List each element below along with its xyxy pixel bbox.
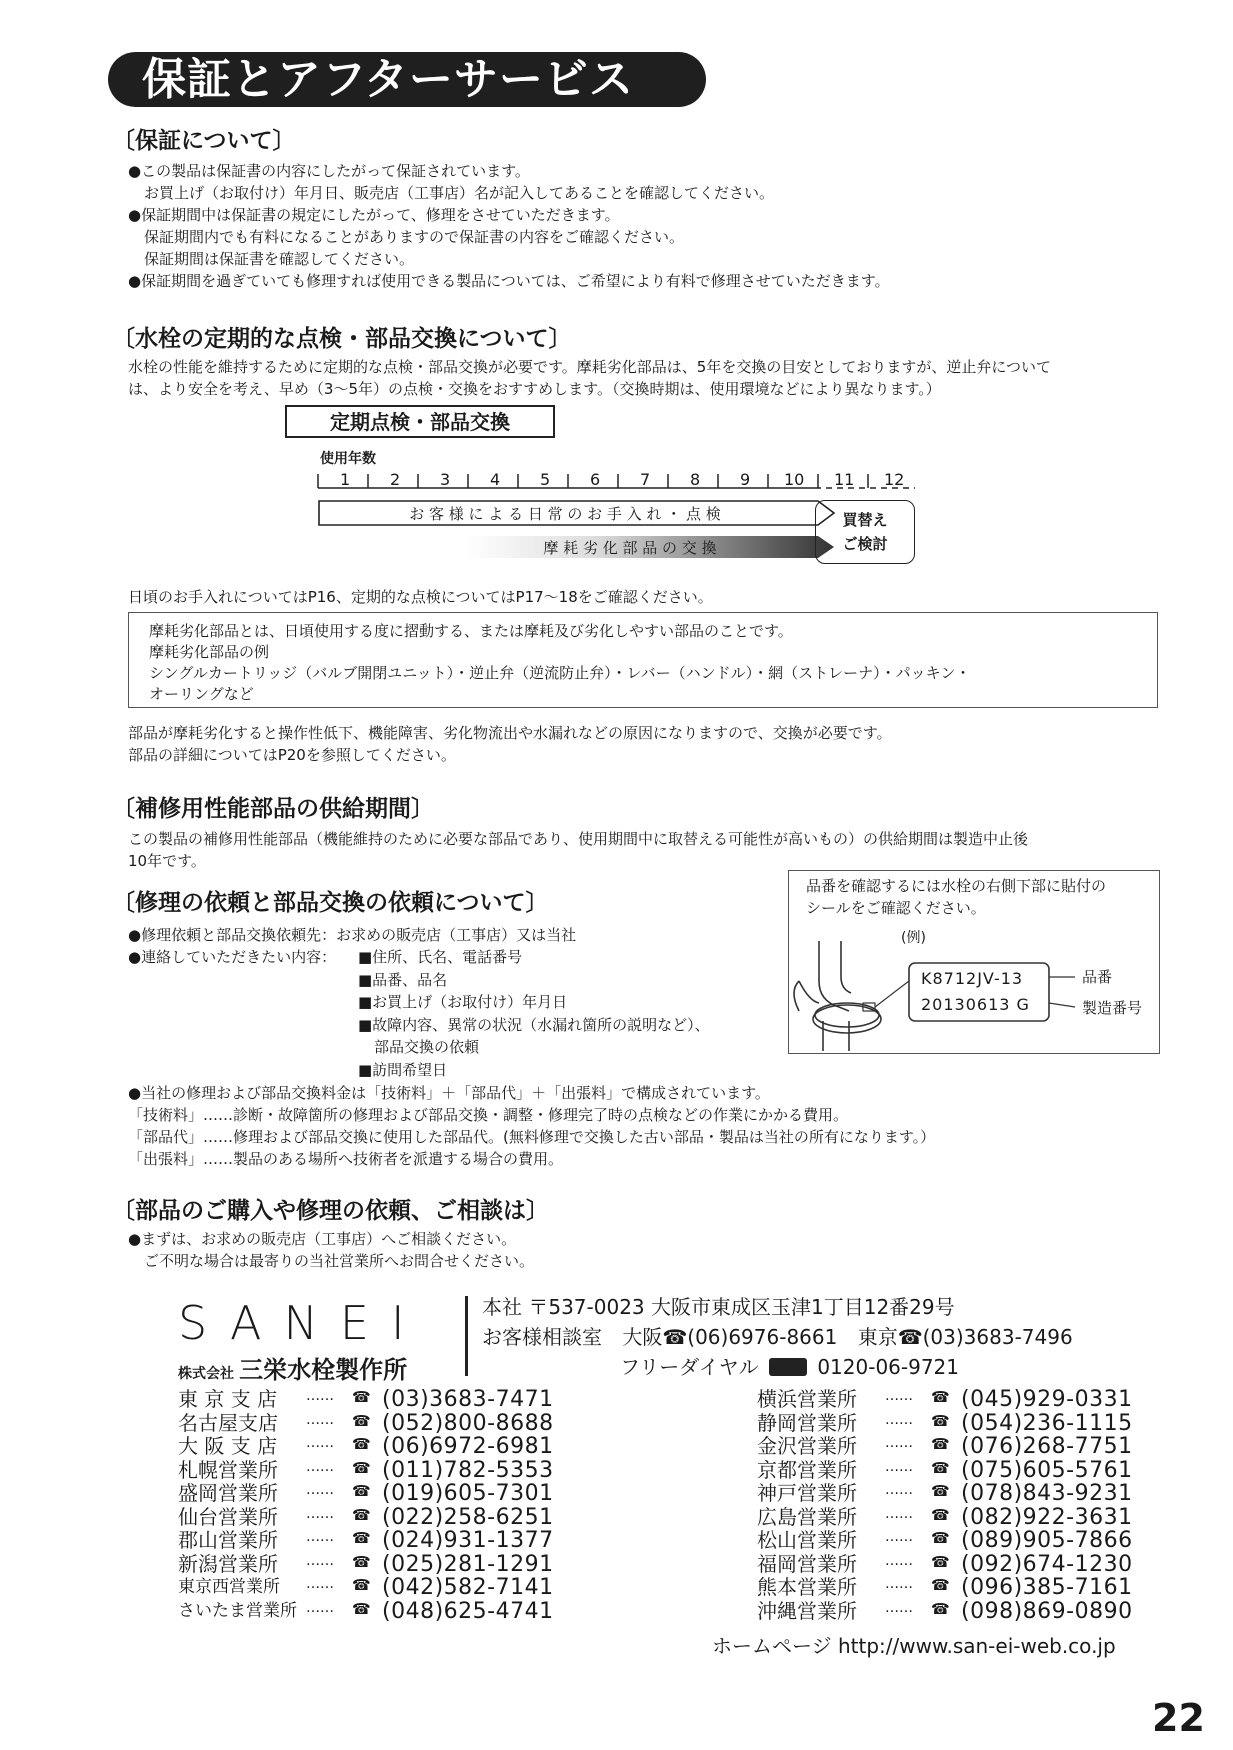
fee-line: 「技術料」……診断・故障箇所の修理および部品交換・調整・修理完了時の点検などの作業にかかる費用。 bbox=[128, 1106, 849, 1124]
phone-icon: ☎ bbox=[352, 1599, 371, 1618]
dots: …… bbox=[885, 1552, 913, 1569]
section-heading-supply: 〔補修用性能部品の供給期間〕 bbox=[112, 796, 434, 822]
office-name: 名古屋支店 bbox=[178, 1410, 278, 1435]
year-number: 4 bbox=[490, 470, 501, 489]
warranty-line: 保証期間は保証書を確認してください。 bbox=[144, 250, 415, 268]
dots: …… bbox=[306, 1411, 334, 1428]
repair-info-label: ●連絡していただきたい内容： bbox=[128, 948, 337, 966]
office-phone: (089)905-7866 bbox=[961, 1528, 1133, 1553]
after-line: 部品の詳細についてはP20を参照してください。 bbox=[128, 746, 456, 764]
warranty-text bbox=[128, 160, 890, 292]
box-line: オーリングなど bbox=[149, 685, 254, 703]
freedial-icon bbox=[769, 1358, 807, 1376]
phone-icon: ☎ bbox=[352, 1482, 371, 1500]
phone-icon: ☎ bbox=[352, 1388, 371, 1406]
dots: …… bbox=[885, 1458, 913, 1475]
office-phone: (019)605-7301 bbox=[382, 1481, 554, 1506]
office-name: 東京西営業所 bbox=[178, 1577, 280, 1597]
office-row bbox=[757, 1576, 1177, 1600]
dots: …… bbox=[306, 1529, 334, 1545]
office-row bbox=[178, 1435, 598, 1459]
office-name: 熊本営業所 bbox=[757, 1575, 857, 1599]
label-codes bbox=[921, 966, 1030, 1018]
info-item: ■訪問希望日 bbox=[358, 1060, 448, 1079]
year-number: 11 bbox=[834, 470, 855, 489]
page-number: 22 bbox=[1152, 1696, 1205, 1740]
product-code-label: 品番 bbox=[1082, 968, 1113, 986]
dots: …… bbox=[306, 1435, 334, 1451]
homepage-link[interactable]: ホームページ http://www.san-ei-web.co.jp bbox=[712, 1634, 1116, 1658]
inspection-intro bbox=[128, 356, 1168, 400]
phone-icon: ☎ bbox=[931, 1599, 950, 1618]
year-number: 3 bbox=[440, 470, 451, 489]
year-number: 9 bbox=[740, 470, 751, 489]
office-row bbox=[757, 1459, 1177, 1483]
office-phone: (024)931-1377 bbox=[382, 1528, 554, 1553]
year-number: 6 bbox=[590, 470, 601, 489]
office-name: 松山営業所 bbox=[757, 1528, 857, 1552]
office-name: 横浜営業所 bbox=[757, 1387, 857, 1411]
office-name: 仙台営業所 bbox=[178, 1504, 278, 1529]
office-name: 福岡営業所 bbox=[757, 1551, 857, 1576]
office-row bbox=[757, 1482, 1177, 1506]
office-phone: (092)674-1230 bbox=[961, 1551, 1133, 1577]
label-example: (例) bbox=[901, 930, 926, 946]
dots: …… bbox=[885, 1411, 913, 1428]
office-row bbox=[178, 1506, 598, 1530]
phone-icon: ☎ bbox=[931, 1388, 950, 1406]
phone-icon: ☎ bbox=[352, 1435, 371, 1453]
office-phone: (076)268-7751 bbox=[961, 1434, 1133, 1459]
office-name: 大 阪 支 店 bbox=[178, 1434, 278, 1458]
office-name: 新潟営業所 bbox=[178, 1551, 278, 1576]
office-name: さいたま営業所 bbox=[178, 1600, 297, 1621]
label-box-line: 品番を確認するには水栓の右側下部に貼付の bbox=[806, 877, 1107, 895]
dots: …… bbox=[885, 1388, 913, 1404]
years-numbers bbox=[318, 470, 918, 490]
box-line: シングルカートリッジ（バルブ開閉ユニット）・逆止弁（逆流防止弁）・レバー（ハンドル）・網（ストレーナ）・パッキン・ bbox=[149, 664, 971, 682]
office-name: 沖縄営業所 bbox=[757, 1598, 857, 1623]
serial-code: 20130613 G bbox=[921, 995, 1030, 1014]
label-location-box bbox=[788, 870, 1160, 1054]
year-number: 1 bbox=[340, 470, 351, 489]
office-row bbox=[178, 1459, 598, 1483]
office-row bbox=[178, 1482, 598, 1506]
box-line: 摩耗劣化部品の例 bbox=[149, 643, 270, 661]
dots: …… bbox=[306, 1505, 334, 1522]
section-heading-purchase: 〔部品のご購入や修理の依頼、ご相談は〕 bbox=[112, 1198, 549, 1224]
worn-parts-box bbox=[128, 612, 1158, 708]
year-number: 5 bbox=[540, 470, 551, 489]
dots: …… bbox=[885, 1529, 913, 1545]
label-box-line: シールをご確認ください。 bbox=[806, 899, 986, 917]
dots: …… bbox=[885, 1505, 913, 1522]
care-note: 日頃のお手入れについてはP16、定期的な点検についてはP17〜18をご確認ください。 bbox=[128, 588, 713, 606]
product-code: K8712JV-13 bbox=[921, 969, 1024, 988]
dots: …… bbox=[885, 1576, 913, 1592]
label-box-text bbox=[806, 875, 1106, 919]
company-name-prefix: 株式会社 bbox=[178, 1366, 234, 1382]
support-line bbox=[482, 1322, 1073, 1352]
office-phone: (082)922-3631 bbox=[961, 1504, 1133, 1530]
office-phone: (052)800-8688 bbox=[382, 1410, 554, 1436]
diagram-title: 定期点検・部品交換 bbox=[285, 405, 555, 438]
worn-parts-after bbox=[128, 722, 892, 766]
office-phone: (054)236-1115 bbox=[961, 1410, 1133, 1436]
office-row bbox=[757, 1388, 1177, 1412]
bar-customer-label: お 客 様 に よ る 日 常 の お 手 入 れ ・ 点 検 bbox=[409, 505, 721, 523]
purchase-line: ●まずは、お求めの販売店（工事店）へご相談ください。 bbox=[128, 1230, 517, 1248]
phone-icon: ☎ bbox=[352, 1505, 371, 1524]
office-phone: (022)258-6251 bbox=[382, 1504, 554, 1530]
office-phone: (011)782-5353 bbox=[382, 1457, 554, 1483]
purchase-text bbox=[128, 1228, 534, 1272]
supply-line: 10年です。 bbox=[128, 852, 206, 870]
supply-text bbox=[128, 828, 1028, 872]
page-title: 保証とアフターサービス bbox=[108, 52, 706, 107]
company-name bbox=[178, 1350, 407, 1385]
serial-code-label: 製造番号 bbox=[1082, 999, 1143, 1017]
dots: …… bbox=[885, 1482, 913, 1498]
fee-line: 「部品代」……修理および部品交換に使用した部品代。(無料修理で交換した古い部品・製品は当社の所有になります。） bbox=[128, 1128, 936, 1146]
year-number: 8 bbox=[690, 470, 701, 489]
years-label: 使用年数 bbox=[320, 451, 376, 467]
office-phone: (048)625-4741 bbox=[382, 1598, 554, 1624]
box-line: 摩耗劣化部品とは、日頃使用する度に摺動する、または摩耗及び劣化しやすい部品のことです。 bbox=[149, 622, 793, 640]
bar-parts-label: 摩 耗 劣 化 部 品 の 交 換 bbox=[543, 539, 717, 557]
office-name: 盛岡営業所 bbox=[178, 1481, 278, 1505]
office-name: 広島営業所 bbox=[757, 1504, 857, 1529]
warranty-line: お買上げ（お取付け）年月日、販売店（工事店）名が記入してあることを確認してください。 bbox=[144, 184, 775, 202]
office-row bbox=[757, 1600, 1177, 1624]
office-row bbox=[178, 1600, 598, 1624]
office-phone: (045)929-0331 bbox=[961, 1387, 1133, 1412]
divider bbox=[465, 1296, 468, 1376]
phone-icon: ☎ bbox=[931, 1435, 950, 1453]
dots: …… bbox=[306, 1482, 334, 1498]
office-name: 京都営業所 bbox=[757, 1457, 857, 1482]
phone-icon: ☎ bbox=[352, 1529, 371, 1547]
office-row bbox=[178, 1388, 598, 1412]
dots: …… bbox=[306, 1599, 334, 1616]
office-row bbox=[757, 1506, 1177, 1530]
year-number: 10 bbox=[784, 470, 805, 489]
phone-icon: ☎ bbox=[931, 1552, 950, 1571]
year-number: 2 bbox=[390, 470, 401, 489]
tokyo-phone: 東京☎(03)3683-7496 bbox=[857, 1325, 1073, 1349]
osaka-phone: 大阪☎(06)6976-8661 bbox=[622, 1325, 838, 1349]
warranty-line: ●保証期間を過ぎていても修理すれば使用できる製品については、ご希望により有料で修理させていただきます。 bbox=[128, 272, 890, 290]
company-contacts bbox=[482, 1292, 1073, 1382]
purchase-line: ご不明な場合は最寄りの当社営業所へお問合せください。 bbox=[144, 1252, 535, 1270]
office-phone: (025)281-1291 bbox=[382, 1551, 554, 1577]
dots: …… bbox=[306, 1388, 334, 1404]
warranty-line: ●この製品は保証書の内容にしたがって保証されています。 bbox=[128, 162, 530, 180]
phone-icon: ☎ bbox=[352, 1411, 371, 1430]
freedial-number: 0120-06-9721 bbox=[817, 1355, 960, 1379]
phone-icon: ☎ bbox=[931, 1505, 950, 1524]
dots: …… bbox=[306, 1576, 334, 1592]
office-phone: (098)869-0890 bbox=[961, 1598, 1133, 1624]
office-name: 金沢営業所 bbox=[757, 1434, 857, 1458]
section-heading-warranty: 〔保証について〕 bbox=[112, 128, 296, 154]
supply-line: この製品の補修用性能部品（機能維持のために必要な部品であり、使用期間中に取替える可能性が高いもの）の供給期間は製造中止後 bbox=[128, 830, 1029, 848]
office-list-right bbox=[757, 1388, 1177, 1623]
fee-line: ●当社の修理および部品交換料金は「技術料」＋「部品代」＋「出張料」で構成されています。 bbox=[128, 1084, 770, 1102]
freedial-line bbox=[482, 1352, 1073, 1382]
office-row bbox=[757, 1435, 1177, 1459]
phone-icon: ☎ bbox=[352, 1458, 371, 1477]
office-row bbox=[757, 1412, 1177, 1436]
warranty-line: ●保証期間中は保証書の規定にしたがって、修理をさせていただきます。 bbox=[128, 206, 620, 224]
repair-contact: ●修理依頼と部品交換依頼先：お求めの販売店（工事店）又は当社 bbox=[128, 926, 577, 944]
phone-icon: ☎ bbox=[352, 1552, 371, 1571]
dots: …… bbox=[885, 1599, 913, 1616]
after-line: 部品が摩耗劣化すると操作性低下、機能障害、劣化物流出や水漏れなどの原因になりますので、交換が必要です。 bbox=[128, 724, 892, 742]
office-phone: (042)582-7141 bbox=[382, 1575, 554, 1600]
info-item: 部品交換の依頼 bbox=[374, 1038, 480, 1056]
intro-line: は、より安全を考え、早め（3〜5年）の点検・交換をおすすめします。（交換時期は、使用環境などにより異なります。） bbox=[128, 380, 941, 398]
office-row bbox=[757, 1553, 1177, 1577]
replace-label: ご検討 bbox=[842, 535, 888, 553]
office-phone: (096)385-7161 bbox=[961, 1575, 1133, 1600]
office-row bbox=[178, 1576, 598, 1600]
company-name-main: 三栄水栓製作所 bbox=[239, 1356, 408, 1384]
repair-fees bbox=[128, 1082, 935, 1170]
office-list-left bbox=[178, 1388, 598, 1623]
section-heading-repair: 〔修理の依頼と部品交換の依頼について〕 bbox=[112, 890, 549, 916]
office-row bbox=[757, 1529, 1177, 1553]
replace-label: 買替え bbox=[842, 511, 888, 529]
hq-address: 本社 〒537-0023 大阪市東成区玉津1丁目12番29号 bbox=[482, 1295, 955, 1319]
dots: …… bbox=[306, 1552, 334, 1569]
repair-info-list bbox=[358, 946, 710, 1081]
info-item: ■品番、品名 bbox=[358, 970, 448, 989]
year-number: 12 bbox=[884, 470, 905, 489]
office-row bbox=[178, 1529, 598, 1553]
office-name: 郡山営業所 bbox=[178, 1528, 278, 1552]
phone-icon: ☎ bbox=[931, 1458, 950, 1477]
info-item: ■住所、氏名、電話番号 bbox=[358, 948, 523, 966]
replace-consider-box bbox=[815, 500, 915, 564]
office-phone: (075)605-5761 bbox=[961, 1457, 1133, 1483]
office-name: 東 京 支 店 bbox=[178, 1387, 278, 1411]
office-name: 静岡営業所 bbox=[757, 1410, 857, 1435]
office-row bbox=[178, 1412, 598, 1436]
intro-line: 水栓の性能を維持するために定期的な点検・部品交換が必要です。摩耗劣化部品は、5年を交換の目安としておりますが、逆止弁について bbox=[128, 358, 1052, 376]
support-label: お客様相談室 bbox=[482, 1325, 602, 1349]
office-name: 札幌営業所 bbox=[178, 1457, 278, 1482]
info-item: ■お買上げ（お取付け）年月日 bbox=[358, 993, 568, 1011]
office-phone: (078)843-9231 bbox=[961, 1481, 1133, 1506]
dots: …… bbox=[885, 1435, 913, 1451]
phone-icon: ☎ bbox=[931, 1411, 950, 1430]
phone-icon: ☎ bbox=[352, 1576, 371, 1594]
section-heading-inspection: 〔水栓の定期的な点検・部品交換について〕 bbox=[112, 326, 572, 352]
warranty-line: 保証期間内でも有料になることがありますので保証書の内容をご確認ください。 bbox=[144, 228, 685, 246]
year-number: 7 bbox=[640, 470, 651, 489]
office-name: 神戸営業所 bbox=[757, 1481, 857, 1505]
office-row bbox=[178, 1553, 598, 1577]
freedial-label: フリーダイヤル bbox=[620, 1355, 759, 1379]
office-phone: (06)6972-6981 bbox=[382, 1434, 554, 1459]
company-logo: SANEI bbox=[178, 1296, 427, 1350]
office-phone: (03)3683-7471 bbox=[382, 1387, 554, 1412]
info-item: ■故障内容、異常の状況（水漏れ箇所の説明など）、 bbox=[358, 1015, 710, 1034]
dots: …… bbox=[306, 1458, 334, 1475]
phone-icon: ☎ bbox=[931, 1482, 950, 1500]
phone-icon: ☎ bbox=[931, 1576, 950, 1594]
phone-icon: ☎ bbox=[931, 1529, 950, 1547]
fee-line: 「出張料」……製品のある場所へ技術者を派遣する場合の費用。 bbox=[128, 1150, 564, 1168]
